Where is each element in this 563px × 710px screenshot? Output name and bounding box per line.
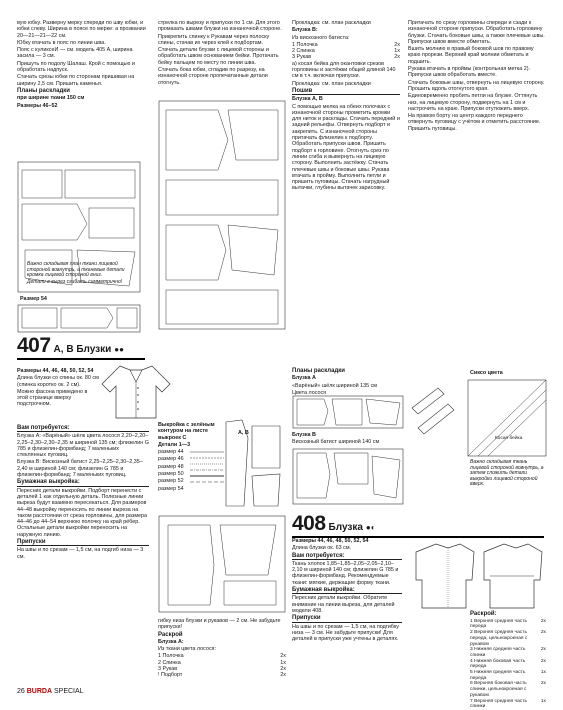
list-item: 1 Полочка 2х (158, 653, 286, 660)
brand-name: BURDA (26, 688, 53, 695)
model-407-heading (17, 334, 145, 360)
allow-title-408: Припуски (292, 615, 402, 622)
pattern-pieces-407-lower (158, 515, 286, 615)
list-item: 3 Рукав 2х (158, 666, 286, 673)
pattern-title-408: Бумажная выкройка: (292, 587, 402, 594)
col4-text-2: Вшить молнию в правый боковой шов по правому краю прорези. Верхний край молнии обметать и подшить. (408, 46, 534, 65)
col3-top: Прокладка: см. план раскладки (292, 20, 371, 26)
allow-text-408: На швы и по срезам — 1,5 см, на подгибку низа — 3 см. Не забудьте припуски! Для деталей в припуски уже учтены в деталях. (292, 623, 399, 643)
col2-text-3: Стачать детали блузки с лицевой стороны и обработать швом основанием бейки. Протачать бейку пальцем по месту по линии шва. (158, 47, 279, 66)
col4-text-3: Рукава втачать в проймы (контрольная метка 2). Припуски швов обработать вместе. (408, 66, 531, 79)
inset-size-50: размер 50 (158, 471, 184, 478)
pattern-pieces-407 (222, 418, 284, 510)
list-item: 5 Нижняя средняя часть переда 1х (470, 670, 546, 681)
intro-text-1: вую юбку. Разверну мерку спереди по шву юбки, и юбки слеву. Ширина в поясе по мерке: а прозвании 20—21—21—22 см. (17, 20, 146, 39)
bias-label: Косая бейка (495, 436, 523, 441)
plan-block-408 (292, 368, 402, 397)
col2-bottom-text: гибку низа блузки и рукавов — 2 см. Не забудьте припуски! (158, 618, 281, 631)
plan-b-block (292, 432, 402, 447)
col2-text-1: стрелка по вырезу и припуски по 1 см. Для этого промазать швами блузки на изнаночной стороне. (158, 20, 282, 33)
model-name: Блузка (328, 522, 363, 533)
col4-caption: Важно складывая ткань лицевой стороной вовнутрь, а затем сложить детали выкройки лицевой стороной вверх. (470, 459, 544, 488)
list-item: 2 Верхняя средняя часть переда, цельнокроеная с рукавом 2х (470, 630, 546, 647)
sizes-line-408: Размеры 44, 46, 48, 50, 52, 54 (292, 538, 369, 544)
model-407-text (17, 368, 99, 409)
intro-text-4: Пришуть по подолу Шалаш. Крой с помощью и обработать надпуск. (17, 60, 135, 74)
inset-details: Детали 1—3 (158, 441, 191, 448)
col4-cut (470, 612, 546, 710)
cut-title-408: Раскрой: (470, 611, 497, 617)
layout-plan-2 (17, 304, 142, 334)
column-2 (158, 20, 286, 87)
need-text-408: Ткань хлопок 1,85–1,85–2,05–2,05–2,10–2,10 м шириной 140 см; флизелин G 785 и флизелин-формбанд. Рекомендуемые ткани: мягкие, держащие форму ткани. (292, 560, 399, 586)
inset-size-44: размер 44 (158, 449, 184, 456)
plan-a-title: Блузка А (292, 375, 316, 382)
page-footer (17, 688, 84, 695)
plan-b-sub: Вискозный батист шириной 140 см (292, 439, 380, 446)
plan-sizes: Размеры 46–52 (17, 102, 58, 109)
bias-strip-diagram (408, 378, 548, 458)
intro-text-3: Пояс с куликсеИ — см. модель 405 А, ширина засила — 3 см. (17, 47, 133, 60)
inset-size-52: размер 52 (158, 478, 184, 485)
model-number: 407 (17, 334, 51, 357)
layout-plan-3 (158, 100, 286, 330)
label-ab: А, В (238, 430, 249, 436)
list-item: 3 Рукав 2х (292, 54, 400, 61)
allowance-title: Припуски (17, 539, 149, 546)
inset-size-54: размер 54 (158, 485, 184, 492)
model-name: А, В Блузки (53, 344, 112, 355)
intro-text-5: Стачать срезы юбки по сторонам пришивая на ширину 2,5 см. Пришить каменья. (17, 74, 135, 87)
bias-title: Сиксо цвета (470, 370, 503, 376)
plan-caption-2: Детали в вырез сгибать симметрично! (27, 279, 123, 285)
prok-text: Прокладка: см. план раскладки (292, 80, 371, 87)
cut-sub2: Из ткани цвета лосося: (158, 646, 216, 653)
length-text: Длина блузки со спины ок. 80 см (спинка коротко ок. 2 см). (17, 375, 99, 388)
plan-b-title: Блузка В (292, 432, 316, 438)
list-item: 2 Спинка 1х (158, 659, 286, 666)
brand-sub: SPECIAL (53, 688, 84, 695)
difficulty-dots: ●● (114, 345, 124, 354)
sew-text: С помощью мелка на обеих полочках с изнаночной стороны прометить кромки для ниток и расклады. Стачать передний и задний рельефы. Отвернуть подборт и закрепить. С изнаночной стороны притачать флизелин к подборту. Обработать припуски швов. Пришить подборт к горловине. Отогнуть срез по линии сгиба и вывернуть на лицевую сторону. Выполнить застёжку. Стачать плечевые швы и боковые швы. Рукава втачать в пройму. Выполнить петли и пришить пуговицы. Стачать нагрудный вытачки, глубины вытачек зарисовку. (292, 103, 400, 192)
col4-text-6: На правом борту на центр каждого переднего отвернуть пуговицу с учётом и отметить расстояние. Пришить пуговицы. (408, 113, 541, 132)
plan-title-2: Планы раскладки (292, 368, 345, 374)
col2-text-4: Стачать бока юбки, сгладив по разрезу, на изнаночной стороне пропечатанные детали отогнуть. (158, 67, 268, 86)
cut-sub: Блузка А: (158, 638, 184, 645)
model-408-text (292, 538, 402, 643)
need-b: Блузка В: Вискозный батист 2,25–2,25–2,30–2,35–2,40 м шириной 140 см; флизелин G 785 и флизелин-формбанд; 7 маленьких пуговиц. (17, 459, 143, 479)
inset-title: Выкройка с зелёным контуром на листе выкроек С (158, 422, 215, 441)
list-item: 2 Спинка 1х (292, 48, 400, 55)
length-408: Длина блузки ок. 63 см. (292, 545, 352, 552)
allowance-text: На швы и по срезам — 1,5 см, на подгиб низа — 3 см. (17, 547, 144, 560)
need-a: Блузка А: «Варёный» шёлк цвета лосося 2,20–2,20–2,25–2,30–2,30–2,35 м шириной 135 см; флизелин G 785 и флизелин-формбанд; 7 маленьких стеклянных пуговиц. (17, 433, 149, 459)
column-1 (17, 20, 147, 110)
need-title: Вам потребуется: (17, 425, 149, 432)
column-3 (292, 20, 400, 193)
list-item: 4 Нижняя боковая часть переда 2х (470, 658, 546, 670)
col2-lower (158, 618, 286, 679)
model-408-heading (292, 512, 544, 538)
col4-text-1: Притачать по срезу горловины спереди и сзади к изнаночной стороне припуски. Обработать горловину блузки. Стачать боковые швы, а также плечевые швы. Припуски швов вместе обметать. (408, 20, 545, 45)
layout-plan-b (292, 448, 404, 506)
plan-a-sub: «Варёный» шёлк шириной 135 см (292, 382, 377, 389)
need-title-408: Вам потребуется: (292, 553, 402, 560)
plan-title: Планы раскладки (17, 87, 70, 94)
difficulty-dots: ●◐ (365, 523, 376, 532)
cut-title: Раскрой (158, 631, 183, 638)
cut-list-a (158, 653, 286, 678)
col4-text-5: Единовременно пробить петли на блузке. Оттянуть низ, на лицевую сторону, подвернуть на 1 см и настрочить на краю. Припуски отутюжить вверх. (408, 93, 538, 112)
from-text: Из вискозного батиста: (292, 34, 350, 41)
pattern-title: Бумажная выкройка: (17, 479, 149, 486)
sew-sub: Блузка А, В (292, 96, 323, 103)
sizes-line: Размеры 44, 46, 48, 50, 52, 54 (17, 368, 94, 374)
plan-subtitle: при ширине ткани 150 см (17, 95, 85, 102)
blouse-sketch-407 (100, 362, 172, 420)
inset-size-48: размер 48 (158, 463, 184, 470)
cut-list-408 (470, 619, 546, 710)
model-407-body (17, 425, 149, 561)
column-4 (408, 20, 546, 133)
notes-text: Можно фасона приведено в этой странице вверху подстрочном. (17, 388, 88, 408)
blouse-sketch-408 (408, 540, 546, 612)
size-54-label: Размер 54 (20, 296, 47, 302)
plan-a-color: Цвета лосося (292, 389, 327, 396)
model-number: 408 (292, 512, 326, 535)
inset-size-46: размер 46 (158, 456, 184, 463)
col2-text-2: Прикрепить спинку к Рукавам через полоску спины, стачав их через клей к подбортам. (158, 33, 270, 46)
plan-caption-1: Важно складывая план ткани лицевой стороной вовнутрь, а тканевые детали кромка лицевой стороной вниз. (27, 261, 125, 279)
page-number: 26 (17, 688, 25, 695)
blouse-b-title: Блузка В: (292, 27, 318, 34)
intro-text-2: Юбку втачать в пояс по линии шва. (17, 39, 106, 46)
list-item: 7 Верхняя средняя часть спинки 1х (470, 698, 546, 710)
tail-b: а) косая бейка для окантовки срезов горловины и застёжки общей длиной 140 см в т.ч. включая припуски. (292, 60, 396, 80)
pattern-text: Пересних детали выкройки. Подборт перенести с деталей 1 как отдельную деталь. Полезные линии выреза будут взаимно пересекаться. Для размеров 44–48 выкройку переносить по линии выреза на таком расстоянии от среза горловины, для размера 44–46 до 44–54 верхнюю полочку на край рёбер. Остальные детали выкройки переносить на наружную линию. (17, 487, 148, 538)
cut-list-b (292, 42, 400, 61)
list-item: 1 Полочка 2х (292, 41, 400, 48)
list-item: 1 Верхняя средняя часть переда 2х (470, 618, 546, 630)
col4-text-4: Стачать боковые швы, отвернуть на лицевую сторону. Прошить вдоль отогнутого края. (408, 79, 545, 92)
sew-title: Пошив (292, 88, 400, 95)
pattern-text-408: Пересних детали выкройки. Обратите внимание на линии выреза, для деталей модели 408. (292, 595, 395, 614)
list-item: ! Подборт 2х (158, 672, 286, 679)
layout-plan-a (292, 395, 404, 429)
size-lines (190, 450, 225, 490)
list-item: 6 Верхняя боковая часть спинки, цельнокроеная с рукавом 2х (470, 681, 546, 698)
list-item: 3 Нижняя средняя часть спинки 2х (470, 647, 546, 658)
